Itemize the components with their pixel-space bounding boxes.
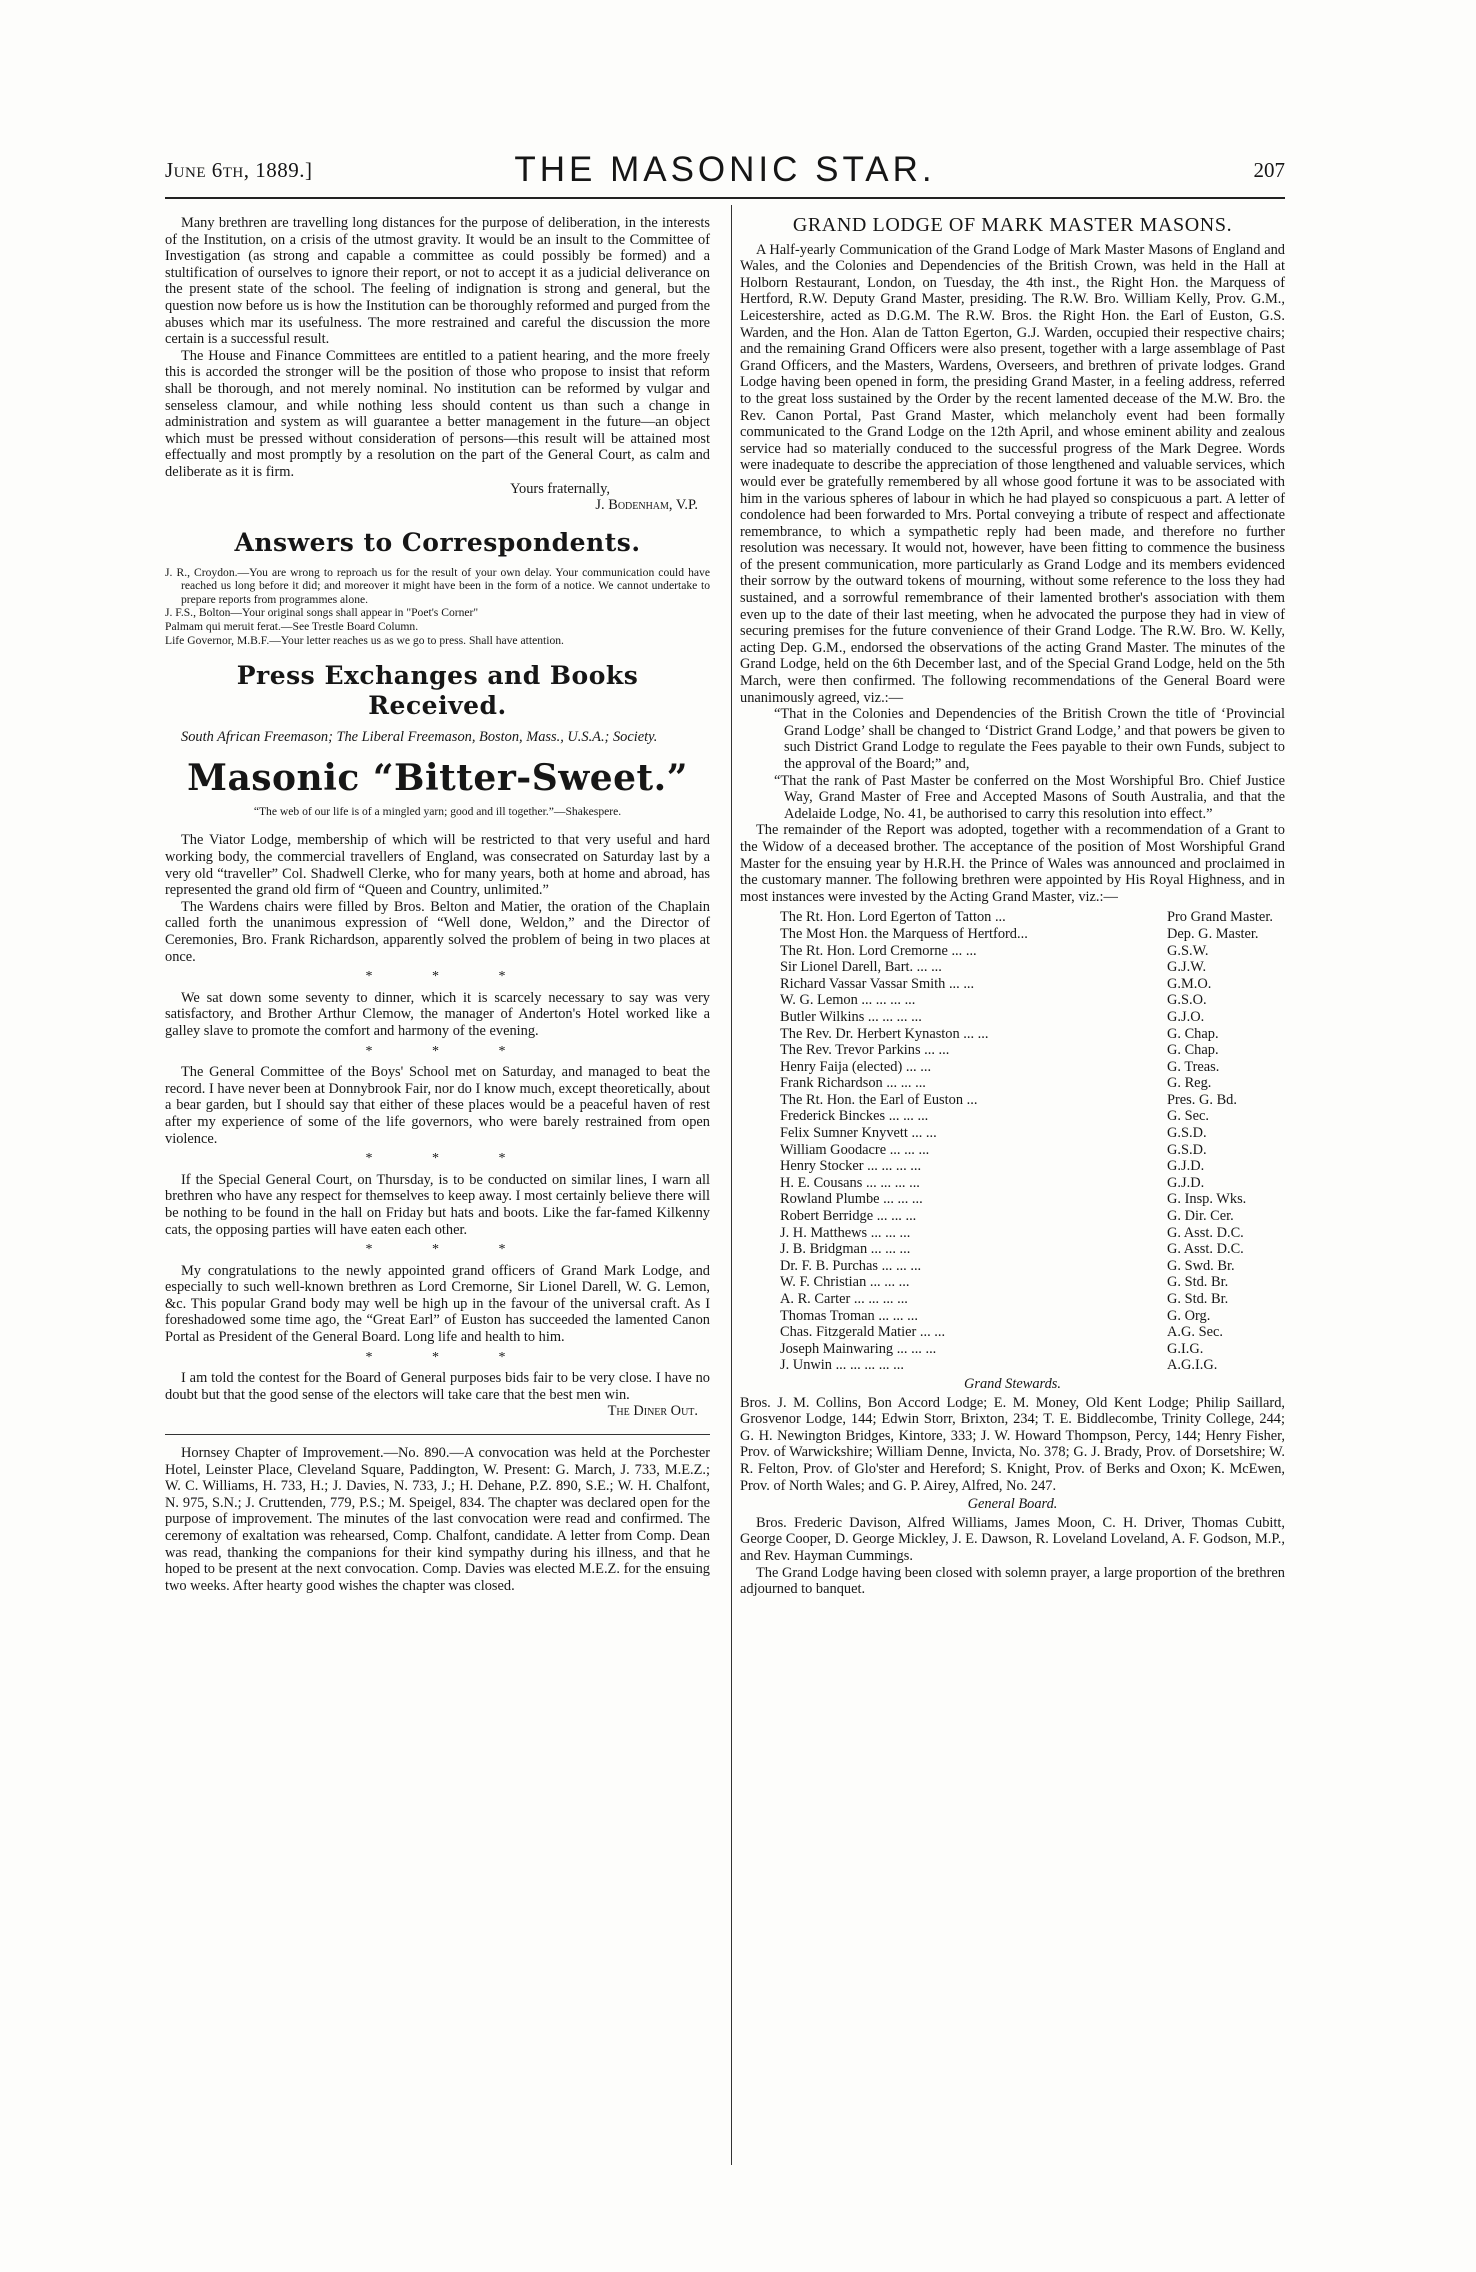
officer-name: W. G. Lemon ... ... ... ... [780, 992, 916, 1009]
officer-row [740, 1075, 1285, 1092]
page-number: 207 [1253, 158, 1285, 182]
officer-office: Dep. G. Master. [1167, 925, 1259, 942]
officer-office: G. Sec. [1167, 1108, 1209, 1125]
answers-heading: Answers to Correspondents. [234, 527, 641, 557]
bitter-paragraph: I am told the contest for the Board of General purposes bids fair to be very close. I have no doubt but that the good sense of the electors will take care that the best men win. [165, 1370, 710, 1403]
bitter-paragraph: We sat down some seventy to dinner, which it is scarcely necessary to say was very satisfactory, and Brother Arthur Clemow, the manager of Anderton's Hotel worked like a galley slave to promote the comfort and harmony of the evening. [165, 989, 710, 1039]
officer-name: Joseph Mainwaring ... ... ... [780, 1340, 937, 1357]
officer-office: G.J.D. [1167, 1174, 1205, 1191]
officer-office: G. Chap. [1167, 1025, 1219, 1042]
officers-body [740, 909, 1285, 1374]
officer-name: J. H. Matthews ... ... ... [780, 1224, 911, 1241]
officer-name: Frank Richardson ... ... ... [780, 1075, 926, 1092]
officer-office: Pres. G. Bd. [1167, 1091, 1237, 1108]
mark-lodge-report: The remainder of the Report was adopted, together with a recommendation of a Grant to the Widow of a deceased brother. The acceptance of the position of Most Worshipful Grand Master for the ensuing year by H.R.H. the Prince of Wales was announced and proclaimed in the customary manner. The following brethren were appointed by His Royal Highness, and in most instances were invested by the Acting Grand Master, viz.:— [740, 822, 1285, 905]
officer-row [740, 1208, 1285, 1225]
hornsey-chapter-report: Hornsey Chapter of Improvement.—No. 890.—A convocation was held at the Porchester Hotel, Leinster Place, Cleveland Square, Paddington, W. Present: G. March, J. 733, M.E.Z.; W. C. Williams, H. 733, H.; J. Davies, N. 733, J.; H. Dehane, P.Z. 890, S.E.; W. H. Chalfont, N. 975, S.N.; J. Cruttenden, 779, P.S.; M. Speigel, 834. The chapter was declared open for the purpose of improvement. The minutes of the last convocation were read and confirmed. The ceremony of exaltation was rehearsed, Comp. Chalfont, candidate. A letter from Comp. Dean was read, thanking the companions for their kind sympathy during his illness, and that he hoped to be present at the next convocation. Comp. Davies was elected M.E.Z. for the ensuing two weeks. After hearty good wishes the chapter was closed. [165, 1445, 710, 1594]
officer-name: Richard Vassar Vassar Smith ... ... [780, 975, 975, 992]
officer-name: Dr. F. B. Purchas ... ... ... [780, 1257, 922, 1274]
left-column [165, 215, 710, 1594]
section-stars: * * * [365, 1349, 534, 1365]
recommendation: “That in the Colonies and Dependencies of the British Crown the title of ‘Provincial Grand Lodge’ shall be changed to ‘District Grand Lodge,’ and that powers be given to such District Grand Lodge to regulate the Fees payable to their own Funds, subject to the approval of the Board;” and, [774, 706, 1285, 772]
officer-office: G. Swd. Br. [1167, 1257, 1235, 1274]
bitter-paragraph: My congratulations to the newly appointed grand officers of Grand Mark Lodge, and especially to such well-known brethren as Lord Cremorne, Sir Lionel Darell, W. G. Lemon, &c. This popular Grand body may well be high up in the favour of the universal craft. As I foreshadowed some time ago, the “Great Earl” of Euston has succeeded the lamented Canon Portal as President of the General Board. Long life and health to him. [165, 1262, 710, 1346]
officer-office: G. Treas. [1167, 1058, 1220, 1075]
letter-signature: J. Bodenham, V.P. [595, 497, 698, 514]
officer-name: The Rev. Dr. Herbert Kynaston ... ... [780, 1025, 989, 1042]
officer-office: G.M.O. [1167, 975, 1212, 992]
officer-row [740, 1059, 1285, 1076]
right-column [740, 215, 1285, 1598]
officer-name: H. E. Cousans ... ... ... ... [780, 1174, 920, 1191]
officer-row [740, 1125, 1285, 1142]
officer-name: The Rt. Hon. Lord Egerton of Tatton ... [780, 909, 1006, 926]
officer-office: G. Reg. [1167, 1075, 1212, 1092]
officer-row [740, 943, 1285, 960]
officer-row [740, 1042, 1285, 1059]
officer-row [740, 976, 1285, 993]
officer-office: Pro Grand Master. [1167, 909, 1273, 926]
officer-name: Felix Sumner Knyvett ... ... [780, 1125, 937, 1142]
officer-name: Robert Berridge ... ... ... [780, 1208, 917, 1225]
officer-row [740, 1191, 1285, 1208]
officer-row [740, 1108, 1285, 1125]
officer-row [740, 1241, 1285, 1258]
press-list: South African Freemason; The Liberal Freemason, Boston, Mass., U.S.A.; Society. [181, 729, 658, 746]
bitter-sweet-heading: Masonic “Bitter-Sweet.” [187, 756, 688, 799]
officer-office: G.S.D. [1167, 1125, 1207, 1142]
officer-name: Chas. Fitzgerald Matier ... ... [780, 1324, 946, 1341]
officer-row [740, 1225, 1285, 1242]
officer-office: G. Chap. [1167, 1042, 1219, 1059]
officer-name: Butler Wilkins ... ... ... ... [780, 1008, 922, 1025]
answers-list [165, 566, 710, 648]
recommendation: “That the rank of Past Master be conferred on the Most Worshipful Bro. Chief Justice Way, Grand Master of Free and Accepted Masons of South Australia, and that the Adelaide Lodge, No. 41, be authorised to carry this resolution into effect.” [774, 772, 1285, 822]
officer-name: Frederick Binckes ... ... ... [780, 1108, 929, 1125]
bitter-paragraph: The General Committee of the Boys' School met on Saturday, and managed to beat the record. I have never been at Donnybrook Fair, nor do I know much, except theoretically, about a bear garden, but I should say that either of these places would be a peaceful haven of rest after my experience of some of the life governors, who were barely restrained from open violence. [165, 1064, 710, 1147]
officer-row [740, 909, 1285, 926]
section-stars: * * * [365, 1151, 534, 1167]
officer-row [740, 1009, 1285, 1026]
officer-office: G.J.O. [1167, 1008, 1205, 1025]
bitter-signature: The Diner Out. [607, 1403, 698, 1420]
officer-row [740, 1324, 1285, 1341]
officer-name: The Rt. Hon. Lord Cremorne ... ... [780, 942, 977, 959]
press-heading: Press Exchanges and Books Received. [236, 661, 639, 721]
officer-row [740, 1308, 1285, 1325]
officer-office: A.G. Sec. [1167, 1324, 1223, 1341]
officer-office: G. Asst. D.C. [1167, 1224, 1244, 1241]
officer-row [740, 1175, 1285, 1192]
officer-name: W. F. Christian ... ... ... [780, 1274, 910, 1291]
bitter-paragraph: If the Special General Court, on Thursday, is to be conducted on similar lines, I warn all brethren who have any respect for themselves to keep away. I most certainly believe there will be nothing to be found in the hall on Friday but hats and boots. Like the far-famed Kilkenny cats, the opposing parties will have eaten each other. [165, 1171, 710, 1238]
officer-office: G. Insp. Wks. [1167, 1191, 1247, 1208]
section-stars: * * * [365, 1043, 534, 1059]
officers-table [740, 909, 1285, 1374]
mark-lodge-intro: A Half-yearly Communication of the Grand Lodge of Mark Master Masons of England and Wales, and the Colonies and Dependencies of the British Crown, was held in the Hall at Holborn Restaurant, London, on Tuesday, the 4th inst., the Right Hon. the Marquess of Hertford, R.W. Deputy Grand Master, presiding. The R.W. Bro. William Kelly, Prov. G.M., Leicestershire, acted as D.G.M. The R.W. Bros. the Right Hon. the Earl of Euston, G.S. Warden, and the Hon. Alan de Tatton Egerton, G.J. Warden, occupied their respective chairs; and the remaining Grand Officers were also present, together with a large assemblage of Past Grand Officers, and the Masters, Wardens, Overseers, and brethren of private lodges. Grand Lodge having been opened in form, the presiding Grand Master, in a feeling address, referred to the great loss sustained by the Order by the recent lamented decease of the M.W. Bro. the Rev. Canon Portal, Past Grand Master, which melancholy event had been formally communicated to the Grand Lodge on the 12th April, and whose eminent ability and zealous service had so materially conduced to the successful progress of the Mark Degree. Words were inadequate to describe the appreciation of those lengthened and valuable services, which would ever be gratefully remembered by all whose good fortune it was to be associated with him in the various spheres of labour in which he had played so conspicuous a part. A letter of condolence had been forwarded to Mrs. Portal conveying a tribute of respect and affectionate remembrance, to which a sympathetic reply had been made, and therefore no further resolution was necessary. It would not, however, have been fitting to commence the business of the present communication, more particularly as Grand Lodge and its members evidenced their sorrow by the outward tokens of mourning, without some reference to the loss they had sustained, and a sorrowful remembrance of their lamented brother's association with them even up to the date of their last meeting, when he advocated the purpose they had in view of securing premises for the future convenience of their Grand Lodge. The R.W. Bro. W. Kelly, acting Dep. G.M., endorsed the observations of the acting Grand Master. The minutes of the Grand Lodge, held on the 6th December last, and of the Special Grand Lodge, held on the 5th March, were then confirmed. The following recommendations of the General Board were unanimously agreed, viz.:— [740, 241, 1285, 706]
masthead [165, 148, 1285, 192]
stewards-heading: Grand Stewards. [963, 1375, 1061, 1392]
officer-row [740, 1142, 1285, 1159]
officer-office: G. Std. Br. [1167, 1291, 1229, 1307]
officer-name: Henry Faija (elected) ... ... [780, 1058, 932, 1075]
letter-closing: Yours fraternally, [510, 480, 610, 497]
officer-name: J. B. Bridgman ... ... ... [780, 1241, 911, 1258]
column-divider [731, 205, 732, 2165]
answer-item: J. F.S., Bolton—Your original songs shall appear in "Poet's Corner" [165, 606, 479, 620]
officer-office: G. Dir. Cer. [1167, 1208, 1234, 1225]
officer-row [740, 926, 1285, 943]
officer-row [740, 1092, 1285, 1109]
officer-name: J. Unwin ... ... ... ... ... [780, 1357, 904, 1374]
officer-name: Henry Stocker ... ... ... ... [780, 1158, 922, 1175]
answer-item: Palmam qui meruit ferat.—See Trestle Board Column. [165, 620, 419, 634]
officer-office: G.I.G. [1167, 1340, 1204, 1357]
officer-row [740, 1291, 1285, 1308]
board-heading: General Board. [967, 1496, 1058, 1513]
section-rule [165, 1434, 710, 1435]
officer-office: G.J.D. [1167, 1158, 1205, 1175]
bitter-sweet-motto: “The web of our life is of a mingled yarn; good and ill together.”—Shakespere. [253, 804, 622, 818]
officer-name: The Rev. Trevor Parkins ... ... [780, 1042, 950, 1059]
officer-name: Thomas Troman ... ... ... [780, 1307, 918, 1324]
officer-office: G. Asst. D.C. [1167, 1241, 1244, 1258]
stewards-list: Bros. J. M. Collins, Bon Accord Lodge; E. M. Money, Old Kent Lodge; Philip Saillard, Grosvenor Lodge, 144; Edwin Storr, Brixton, 234; T. E. Biddlecombe, Trinity College, 244; G. H. Newington Bridges, Kintore, 333; J. W. Howard Thompson, Percy, 144; Henry Fisher, Prov. of Warwickshire; William Denne, Invicta, No. 378; G. J. Brady, Prov. of Dorsetshire; W. R. Felton, Prov. of Glo'ster and Hereford; S. Knight, Prov. of Berks and Oxon; K. McEwen, Prov. of North Wales; and G. P. Airey, Alfred, No. 247. [740, 1394, 1285, 1494]
officer-name: Rowland Plumbe ... ... ... [780, 1191, 923, 1208]
answer-item: J. R., Croydon.—You are wrong to reproach us for the result of your own delay. Your communication could have reached us long before it did; and moreover it might have been in the form of a notice. We cannot undertake to prepare reports from programmes alone. [165, 565, 710, 606]
officer-office: G. Std. Br. [1167, 1274, 1229, 1291]
officer-row [740, 992, 1285, 1009]
officer-row [740, 1158, 1285, 1175]
closing-paragraph: The Grand Lodge having been closed with solemn prayer, a large proportion of the brethren adjourned to banquet. [740, 1564, 1285, 1598]
publication-title: THE MASONIC STAR. [514, 150, 936, 189]
bitter-paragraph: The Viator Lodge, membership of which will be restricted to that very useful and hard working body, the commercial travellers of England, was consecrated on Saturday last by a very old “traveller” Col. Shadwell Clerke, who for many years, both at home and abroad, has represented the grand old firm of “Queen and Country, unlimited.” [165, 832, 710, 899]
officer-row [740, 1357, 1285, 1374]
letter-paragraph: The House and Finance Committees are entitled to a patient hearing, and the more freely this is accorded the stronger will be the position of those who propose to insist that reform shall be thorough, and not merely nominal. No institution can be reformed by vulgar and senseless clamour, and while nothing less should content us than such a change in administration and system as will guarantee a better management in the future—an object which must be pressed without consideration of persons—this result will be attained most effectually and most promptly by a resolution on the part of the General Court, as calm and deliberate as it is firm. [165, 347, 710, 480]
officer-office: A.G.I.G. [1167, 1357, 1218, 1374]
issue-date: June 6th, 1889.] [165, 158, 313, 182]
officer-office: G.S.D. [1167, 1141, 1207, 1158]
bitter-paragraph: The Wardens chairs were filled by Bros. Belton and Matier, the oration of the Chaplain called forth the unanimous expression of “Well done, Weldon,” and the Director of Ceremonies, Bro. Frank Richardson, apparently solved the problem of being in two places at once. [165, 898, 710, 965]
officer-row [740, 1341, 1285, 1358]
officer-row [740, 959, 1285, 976]
officer-name: William Goodacre ... ... ... [780, 1141, 930, 1158]
answer-item: Life Governor, M.B.F.—Your letter reaches us as we go to press. Shall have attention. [165, 633, 564, 647]
officer-row [740, 1274, 1285, 1291]
officer-office: G.J.W. [1167, 959, 1207, 976]
mark-lodge-heading: GRAND LODGE OF MARK MASTER MASONS. [792, 214, 1233, 236]
officer-office: G.S.O. [1167, 992, 1207, 1009]
officer-name: A. R. Carter ... ... ... ... [780, 1291, 908, 1307]
section-stars: * * * [365, 969, 534, 985]
letter-paragraph: Many brethren are travelling long distances for the purpose of deliberation, in the interests of the Institution, on a crisis of the utmost gravity. It would be an insult to the Committee of Investigation (as strong and capable a committee as could possibly be formed) and a stultification of ourselves to ignore their report, or not to accept it as a judicial deliverance on the present state of the school. The feeling of indignation is strong and general, but the question now before us is how the Institution can be thoroughly reformed and purged from the abuses which mar its usefulness. The more restrained and careful the discussion the more certain is a successful result. [165, 215, 710, 348]
officer-row [740, 1026, 1285, 1043]
officer-office: G. Org. [1167, 1307, 1211, 1324]
officer-row [740, 1258, 1285, 1275]
officer-name: The Most Hon. the Marquess of Hertford... [780, 925, 1028, 942]
officer-name: The Rt. Hon. the Earl of Euston ... [780, 1091, 978, 1108]
board-list: Bros. Frederic Davison, Alfred Williams, James Moon, C. H. Driver, Thomas Cubitt, George Cooper, D. George Mickley, J. E. Dawson, R. Loveland Loveland, A. F. Godson, M.P., and Rev. Hayman Cummings. [740, 1514, 1285, 1564]
masthead-rule [165, 197, 1285, 199]
officer-name: Sir Lionel Darell, Bart. ... ... [780, 959, 942, 976]
officer-office: G.S.W. [1167, 942, 1209, 959]
section-stars: * * * [365, 1242, 534, 1258]
